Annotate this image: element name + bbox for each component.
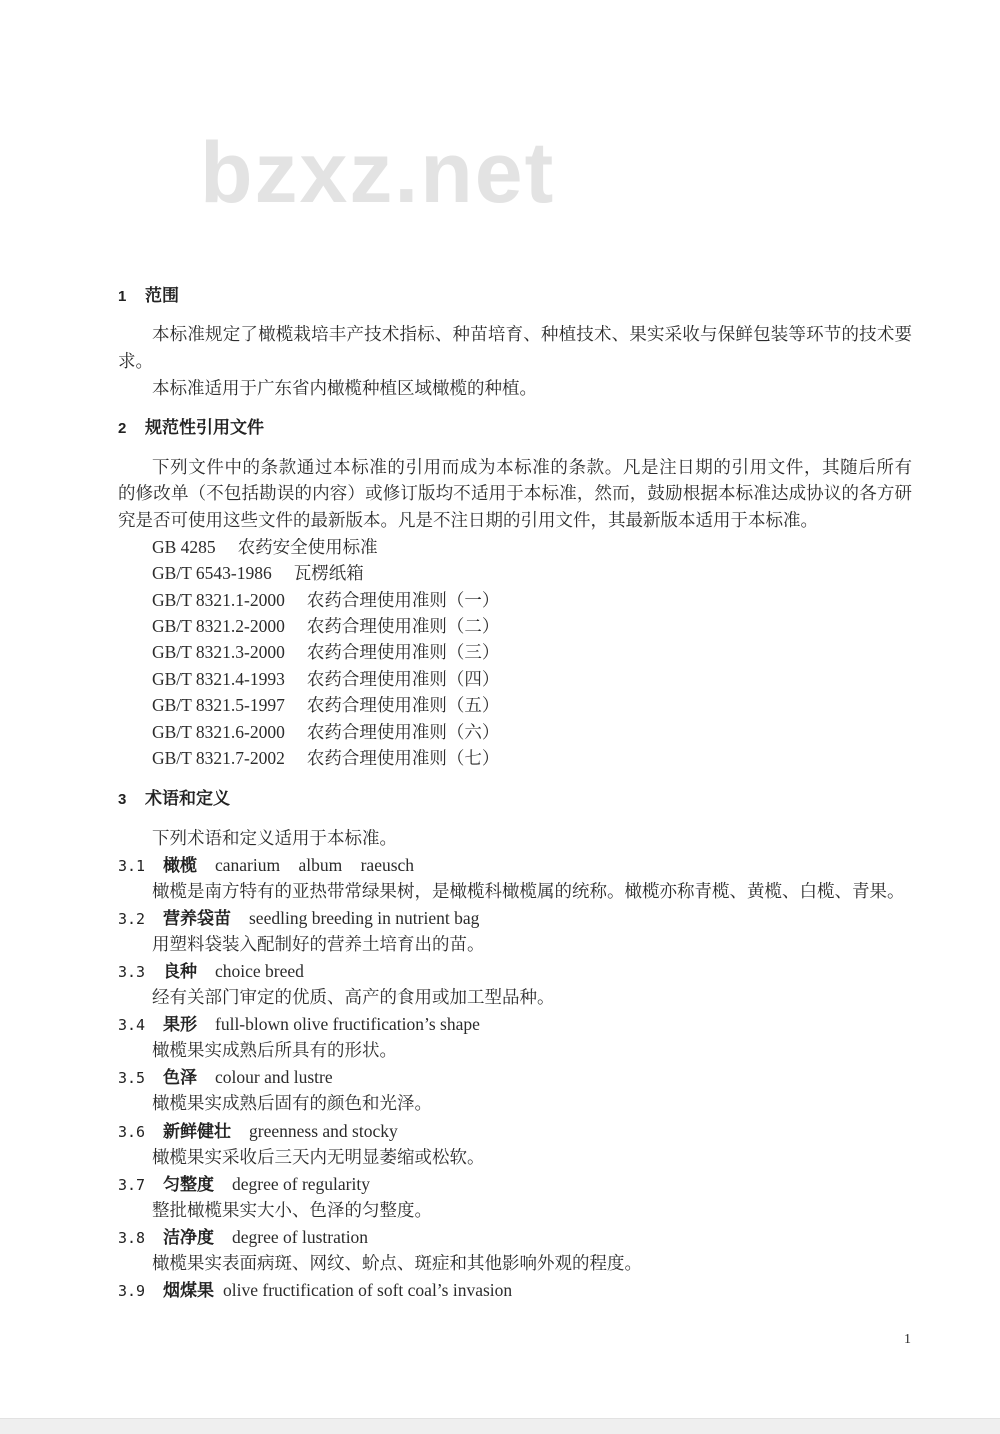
paragraph-line: 求。: [118, 351, 153, 371]
term-definition: 橄榄果实成熟后所具有的形状。: [152, 1040, 397, 1060]
section-title: 规范性引用文件: [145, 418, 264, 437]
watermark: bzxz.net: [200, 125, 556, 221]
reference-item: [152, 667, 499, 691]
section-title: 范围: [145, 286, 179, 305]
term-english: colour and lustre: [215, 1067, 333, 1087]
paragraph-line: 的修改单（不包括勘误的内容）或修订版均不适用于本标准，然而，鼓励根据本标准达成协议的各方研: [118, 483, 912, 503]
term-entry: [118, 959, 304, 983]
reference-item: [152, 614, 499, 638]
reference-title: 农药合理使用准则（四）: [306, 669, 500, 689]
reference-title: 农药合理使用准则（一）: [306, 590, 500, 610]
reference-title: 瓦楞纸箱: [293, 563, 364, 583]
term-definition: 整批橄榄果实大小、色泽的匀整度。: [152, 1200, 432, 1220]
term-number: 3.3: [118, 963, 146, 981]
reference-title: 农药安全使用标准: [237, 537, 378, 557]
term-name: 果形: [163, 1015, 197, 1034]
reference-item: [152, 640, 499, 664]
term-entry: [118, 906, 479, 930]
paragraph-line: 下列术语和定义适用于本标准。: [152, 828, 397, 848]
term-english: degree of regularity: [232, 1174, 370, 1194]
term-english: degree of lustration: [232, 1227, 369, 1247]
paragraph-line: 本标准规定了橄榄栽培丰产技术指标、种苗培育、种植技术、果实采收与保鲜包装等环节的技术要: [152, 324, 912, 344]
term-entry: [118, 1065, 333, 1089]
section-heading-normative-references: [118, 416, 264, 440]
reference-title: 农药合理使用准则（七）: [306, 748, 500, 768]
section-number: 1: [118, 288, 127, 305]
term-definition: 用塑料袋装入配制好的营养土培育出的苗。: [152, 934, 485, 954]
reference-code: GB/T 8321.7-2002: [152, 748, 285, 768]
term-definition: 橄榄果实成熟后固有的颜色和光泽。: [152, 1093, 432, 1113]
reference-item: [152, 588, 499, 612]
section-heading-scope: [118, 284, 179, 308]
term-number: 3.4: [118, 1016, 146, 1034]
term-number: 3.6: [118, 1123, 146, 1141]
term-entry: [118, 853, 414, 877]
term-name: 烟煤果: [163, 1281, 214, 1300]
reference-item: [152, 561, 364, 585]
reference-title: 农药合理使用准则（五）: [306, 695, 500, 715]
term-name: 色泽: [163, 1068, 197, 1087]
term-name: 匀整度: [163, 1175, 214, 1194]
term-name: 良种: [163, 962, 197, 981]
term-definition: 橄榄果实采收后三天内无明显萎缩或松软。: [152, 1147, 485, 1167]
term-english: olive fructification of soft coal’s invasion: [223, 1280, 513, 1300]
reference-item: [152, 746, 499, 770]
term-entry: [118, 1172, 370, 1196]
term-english: choice breed: [215, 961, 304, 981]
term-number: 3.9: [118, 1282, 146, 1300]
section-heading-terms-and-definitions: [118, 787, 230, 811]
term-number: 3.7: [118, 1176, 146, 1194]
term-english: greenness and stocky: [249, 1121, 398, 1141]
term-number: 3.5: [118, 1069, 146, 1087]
term-entry: [118, 1012, 480, 1036]
term-entry: [118, 1225, 368, 1249]
section-title: 术语和定义: [145, 789, 230, 808]
term-number: 3.8: [118, 1229, 146, 1247]
reference-item: [152, 535, 378, 559]
term-entry: [118, 1119, 398, 1143]
reference-code: GB/T 8321.2-2000: [152, 616, 285, 636]
term-definition: 橄榄果实表面病斑、网纹、蚧点、斑症和其他影响外观的程度。: [152, 1253, 642, 1273]
reference-code: GB 4285: [152, 537, 216, 557]
reference-code: GB/T 8321.3-2000: [152, 642, 285, 662]
term-name: 营养袋苗: [163, 909, 231, 928]
paragraph-line: 究是否可使用这些文件的最新版本。凡是不注日期的引用文件，其最新版本适用于本标准。: [118, 510, 818, 530]
term-english: canarium album raeusch: [215, 855, 415, 875]
term-english: full-blown olive fructification’s shape: [215, 1014, 480, 1034]
term-name: 橄榄: [163, 856, 197, 875]
term-number: 3.1: [118, 857, 146, 875]
reference-code: GB/T 6543-1986: [152, 563, 272, 583]
reference-code: GB/T 8321.5-1997: [152, 695, 285, 715]
paragraph-line: 本标准适用于广东省内橄榄种植区域橄榄的种植。: [152, 378, 537, 398]
term-entry: [118, 1278, 512, 1302]
reference-code: GB/T 8321.6-2000: [152, 722, 285, 742]
reference-item: [152, 693, 499, 717]
term-definition: 经有关部门审定的优质、高产的食用或加工型品种。: [152, 987, 555, 1007]
paragraph-line: 下列文件中的条款通过本标准的引用而成为本标准的条款。凡是注日期的引用文件，其随后所有: [152, 457, 912, 477]
term-name: 新鲜健壮: [163, 1122, 231, 1141]
reference-title: 农药合理使用准则（二）: [306, 616, 500, 636]
viewer-bottom-strip: [0, 1418, 1000, 1434]
reference-item: [152, 720, 499, 744]
section-number: 3: [118, 791, 127, 808]
reference-title: 农药合理使用准则（三）: [306, 642, 500, 662]
term-english: seedling breeding in nutrient bag: [249, 908, 480, 928]
term-name: 洁净度: [163, 1228, 214, 1247]
term-definition: 橄榄是南方特有的亚热带常绿果树，是橄榄科橄榄属的统称。橄榄亦称青榄、黄榄、白榄、青果。: [152, 881, 905, 901]
term-number: 3.2: [118, 910, 146, 928]
reference-code: GB/T 8321.4-1993: [152, 669, 285, 689]
reference-code: GB/T 8321.1-2000: [152, 590, 285, 610]
reference-title: 农药合理使用准则（六）: [306, 722, 500, 742]
page-number: 1: [904, 1332, 911, 1347]
section-number: 2: [118, 420, 127, 437]
